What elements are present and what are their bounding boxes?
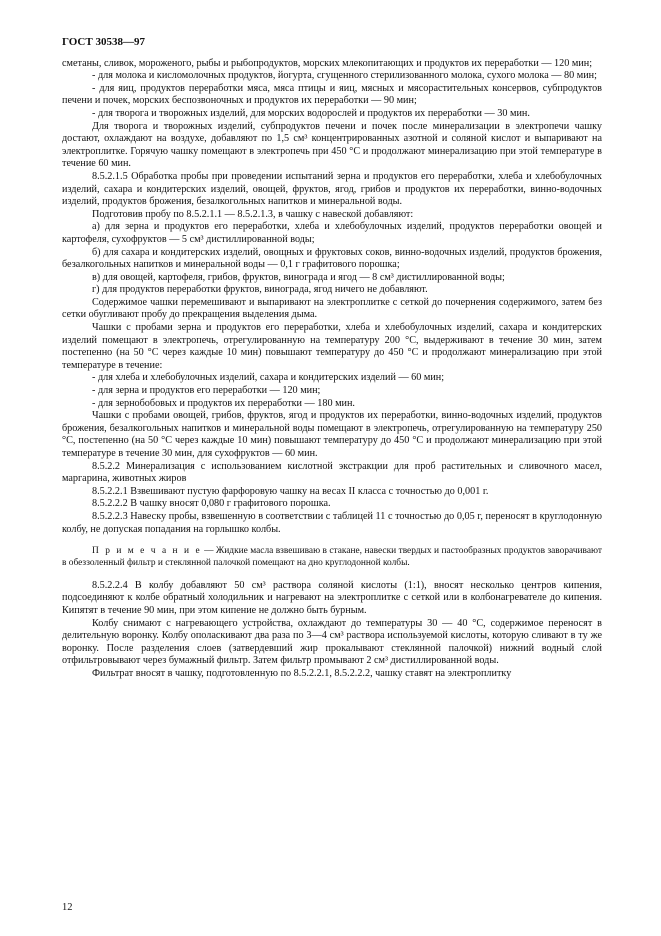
section-8-5-2-2: 8.5.2.2 Минерализация с использованием кислотной экстракции для проб растительных и сливочного масел, маргарина, животных жиров (62, 460, 602, 485)
list-item-legumes: - для зернобобовых и продуктов их переработки — 180 мин. (92, 397, 355, 409)
section-8-5-2-1-5: 8.5.2.1.5 Обработка пробы при проведении испытаний зерна и продуктов его переработки, хлеба и хлебобулочных изделий, сахара и кондитерских изделий, овощей, фруктов, ягод, грибов и продуктов их переработки, винно-водочных изделий, продуктов брожения, безалкогольных напитков и минеральной воды. (62, 170, 602, 208)
page-number: 12 (62, 902, 73, 913)
paragraph-vegetable-cups: Чашки с пробами овощей, грибов, фруктов, ягод и продуктов их переработки, винно-водочных изделий, продуктов брожения, безалкогольных напитков и минеральной воды помещают в электропечь, отрегулированную на температуру 250 °С, постепенно (на 50 °С через каждые 10 мин) повышают температуру до 450 °С и продолжают минерализацию при этой температуре в течение 30 мин, для сухофруктов — 60 мин. (62, 410, 602, 459)
list-item-v: в) для овощей, картофеля, грибов, фруктов, винограда и ягод — 8 см³ дистиллированной воды; (92, 271, 505, 283)
list-item-grain: - для зерна и продуктов его переработки — 120 мин; (92, 385, 321, 397)
paragraph-grain-cups: Чашки с пробами зерна и продуктов его переработки, хлеба и хлебобулочных изделий, сахара и кондитерских изделий помещают в электропечь, отрегулированную на температуру 200 °С, выдерживают в течение 30 мин, затем постепенно (на 50 °С через каждые 10 мин) повышают температуру до 450 °С и продолжают минерализацию при этой температуре в течение: (62, 322, 602, 371)
list-item-g: г) для продуктов переработки фруктов, винограда, ягод ничего не добавляют. (92, 284, 428, 296)
list-item-curd: - для творога и творожных изделий, для морских водорослей и продуктов их переработки — 30 мин. (92, 107, 530, 119)
paragraph-1: сметаны, сливок, мороженого, рыбы и рыбопродуктов, морских млекопитающих и продуктов их переработки — 120 мин; (62, 57, 593, 69)
paragraph-curd-processing: Для творога и творожных изделий, субпродуктов печени и почек после минерализации в электропечи чашку достают, охлаждают на воздухе, добавляют по 1,5 см³ концентрированных азотной и соляной кислот и выпаривают на электроплитке. Горячую чашку помещают в электропечь при 450 °С и продолжают минерализацию при этой температуре в течение 60 мин. (62, 120, 602, 170)
list-item-b: б) для сахара и кондитерских изделий, овощных и фруктовых соков, винно-водочных изделий, продуктов брожения, безалкогольных напитков и минеральной воды — 0,1 г графитового порошка; (62, 246, 602, 271)
section-8-5-2-2-1: 8.5.2.2.1 Взвешивают пустую фарфоровую чашку на весах II класса с точностью до 0,001 г. (92, 485, 489, 497)
page-body (62, 36, 602, 681)
paragraph-preparation: Подготовив пробу по 8.5.2.1.1 — 8.5.2.1.3, в чашку с навеской добавляют: (92, 208, 414, 220)
section-8-5-2-2-3: 8.5.2.2.3 Навеску пробы, взвешенную в соответствии с таблицей 11 с точностью до 0,05 г, переносят в круглодонную колбу, не допуская попадания на горлышко колбы. (62, 510, 602, 535)
note-label: П р и м е ч а н и е (92, 546, 202, 557)
list-item-bread: - для хлеба и хлебобулочных изделий, сахара и кондитерских изделий — 60 мин; (92, 372, 445, 384)
note-text: — Жидкие масла взвешиваю в стакане, навески твердых и пастообразных продуктов заворачивают в обеззоленный фильтр и стеклянной палочкой помещают на дно круглодонной колбы. (62, 546, 602, 568)
list-item-eggs: - для яиц, продуктов переработки мяса, мяса птицы и яиц, мясных и мясорастительных консервов, субпродуктов печени и почек, морских беспозвоночных и продуктов их переработки — 90 мин; (62, 82, 602, 107)
list-item-milk: - для молока и кисломолочных продуктов, йогурта, сгущенного стерилизованного молока, сухого молока — 80 мин; (92, 70, 597, 82)
paragraph-filtrate: Фильтрат вносят в чашку, подготовленную по 8.5.2.2.1, 8.5.2.2.2, чашку ставят на электроплитку (92, 667, 512, 679)
paragraph-flask-removal: Колбу снимают с нагревающего устройства, охлаждают до температуры 30 — 40 °С, содержимое переносят в делительную воронку. Колбу ополаскивают два раза по 3—4 см³ раствора используемой кислоты, которую сливают в ту же воронку. После разделения слоев (затвердевший жир прокалывают стеклянной палочкой) нижний водный слой отфильтровывают через бумажный фильтр. Затем фильтр промывают 2 см³ дистиллированной воды. (62, 617, 602, 667)
section-8-5-2-2-4: 8.5.2.2.4 В колбу добавляют 50 см³ раствора соляной кислоты (1:1), вносят несколько центров кипения, подсоединяют к колбе обратный холодильник и нагревают на электроплитке с сеткой или в колбонагревателе до кипения. Кипятят в течение 90 мин, при этом кипение не должно быть бурным. (62, 579, 602, 616)
note-block (62, 546, 602, 570)
section-8-5-2-2-2: 8.5.2.2.2 В чашку вносят 0,080 г графитового порошка. (92, 498, 331, 510)
document-header: ГОСТ 30538—97 (62, 36, 145, 48)
paragraph-mixing: Содержимое чашки перемешивают и выпаривают на электроплитке с сеткой до почернения содержимого, затем без сетки обугливают пробу до прекращения выделения дыма. (62, 296, 602, 321)
list-item-a: а) для зерна и продуктов его переработки, хлеба и хлебобулочных изделий, продуктов переработки овощей и картофеля, сухофруктов — 5 см³ дистиллированной воды; (62, 221, 602, 245)
